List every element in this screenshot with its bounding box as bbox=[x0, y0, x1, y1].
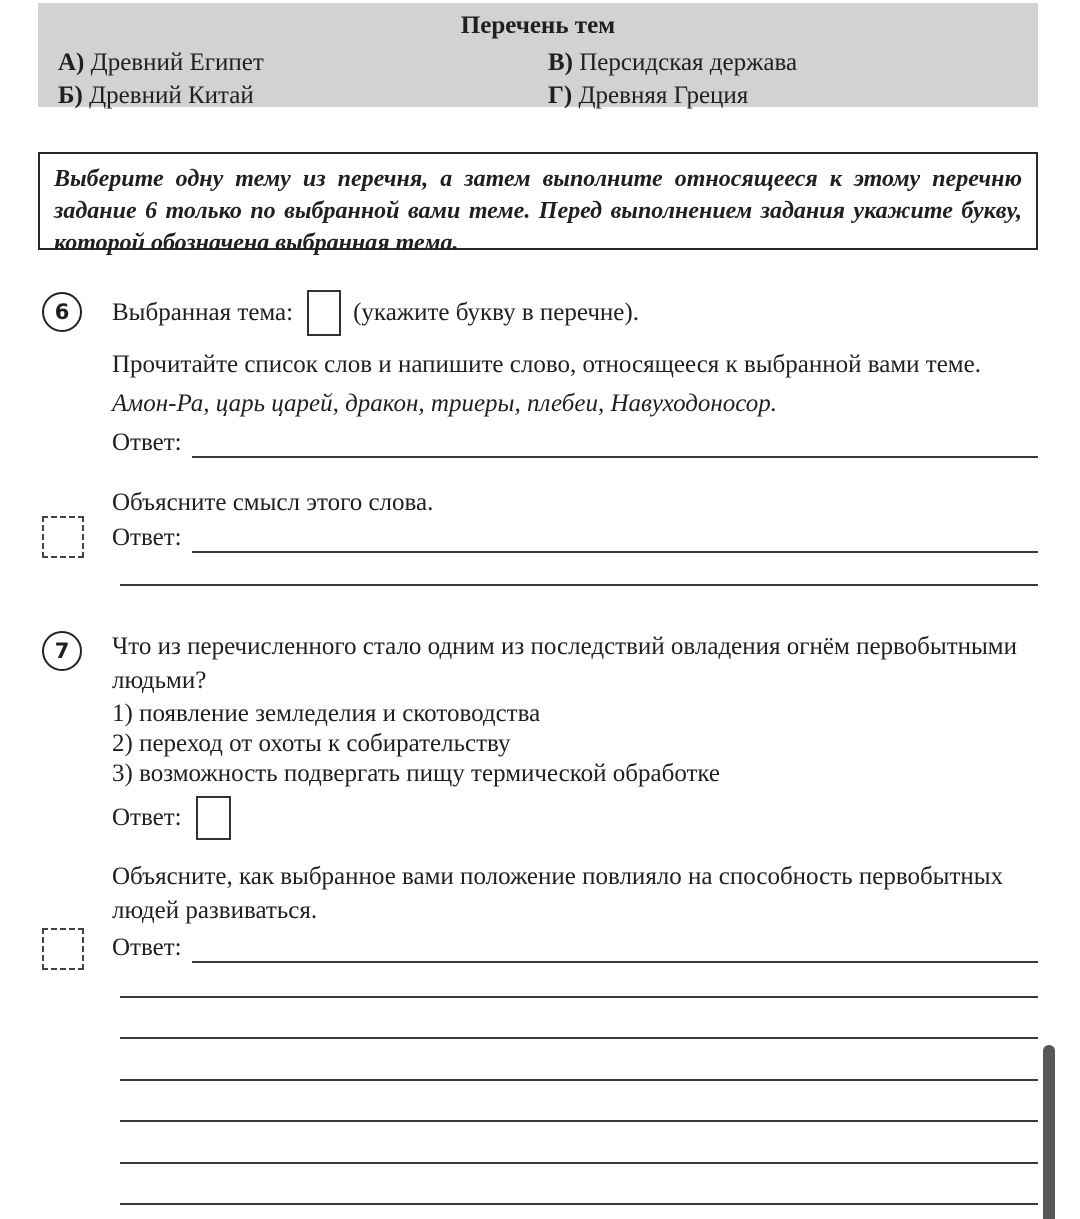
question-6-number bbox=[42, 292, 82, 332]
answer-label: Ответ: bbox=[112, 429, 182, 456]
answer-line[interactable] bbox=[120, 1039, 1038, 1081]
q7-answer-row bbox=[112, 796, 1038, 840]
question-7-number bbox=[42, 631, 82, 671]
question-6-number-label: 6 bbox=[54, 300, 70, 324]
topics-panel bbox=[38, 3, 1038, 107]
topic-letter: В) bbox=[548, 49, 573, 76]
scrollbar-thumb[interactable] bbox=[1043, 1045, 1055, 1219]
q7-question-text: Что из перечисленного стало одним из последствий овладения огнём первобытными людьми? bbox=[112, 633, 1017, 694]
answer-label: Ответ: bbox=[112, 934, 182, 961]
q7-option-2: 2) переход от охоты к собирательству bbox=[112, 730, 511, 757]
q7-option-1: 1) появление земледелия и скотоводства bbox=[112, 700, 541, 727]
answer-line[interactable] bbox=[120, 1081, 1038, 1123]
q6-chosen-theme-row bbox=[112, 290, 1038, 336]
q6-explain-text: Объясните смысл этого слова. bbox=[112, 489, 434, 516]
topic-label: Персидская держава bbox=[579, 49, 798, 76]
answer-line[interactable] bbox=[120, 1164, 1038, 1206]
chosen-theme-label: Выбранная тема: bbox=[112, 299, 294, 326]
q6-answer-row bbox=[112, 428, 1038, 458]
topics-title: Перечень тем bbox=[460, 12, 616, 39]
answer-label: Ответ: bbox=[112, 524, 182, 551]
q7-options bbox=[112, 699, 1038, 789]
topic-label: Древний Египет bbox=[90, 49, 264, 76]
q7-explain-text: Объясните, как выбранное вами положение повлияло на способность первобытных людей развиваться. bbox=[112, 863, 1004, 924]
topic-item-b bbox=[58, 79, 548, 112]
q6-task-text: Прочитайте список слов и напишите слово, относящееся к выбранной вами теме. bbox=[112, 351, 981, 378]
topic-letter: Б) bbox=[58, 82, 83, 109]
topic-item-a bbox=[58, 46, 548, 79]
q6-word-list: Амон-Ра, царь царей, дракон, триеры, плебеи, Навуходоносор. bbox=[112, 390, 778, 417]
answer-label: Ответ: bbox=[112, 804, 182, 831]
answer-line[interactable] bbox=[192, 429, 1038, 458]
topic-label: Древний Китай bbox=[89, 82, 254, 109]
q7-option-3: 3) возможность подвергать пищу термической обработке bbox=[112, 760, 721, 787]
grader-mark-box bbox=[42, 928, 84, 970]
answer-line[interactable] bbox=[192, 524, 1038, 553]
instruction-text: Выберите одну тему из перечня, а затем выполните относящееся к этому перечню задание 6 только по выбранной вами теме. Перед выполнением задания укажите букву, которой обозначена выбранная тема. bbox=[54, 166, 1022, 256]
topic-item-g bbox=[548, 79, 1038, 112]
instruction-box bbox=[38, 152, 1038, 256]
topic-letter: А) bbox=[58, 49, 85, 76]
chosen-theme-hint: (укажите букву в перечне). bbox=[353, 299, 639, 326]
chosen-theme-input-box[interactable] bbox=[307, 290, 341, 336]
topic-item-v bbox=[548, 46, 1038, 79]
topics-grid bbox=[38, 46, 1038, 112]
question-7-number-label: 7 bbox=[54, 639, 70, 663]
answer-input-box[interactable] bbox=[196, 796, 231, 840]
answer-line[interactable] bbox=[120, 1122, 1038, 1164]
topic-label: Древняя Греция bbox=[578, 82, 749, 109]
q7-answer-ruled-lines bbox=[120, 956, 1038, 1205]
grader-mark-box bbox=[42, 516, 84, 558]
answer-line[interactable] bbox=[120, 956, 1038, 998]
answer-line[interactable] bbox=[120, 570, 1038, 586]
answer-line[interactable] bbox=[120, 998, 1038, 1040]
topic-letter: Г) bbox=[548, 82, 573, 109]
q6-answer2-row bbox=[112, 523, 1038, 553]
